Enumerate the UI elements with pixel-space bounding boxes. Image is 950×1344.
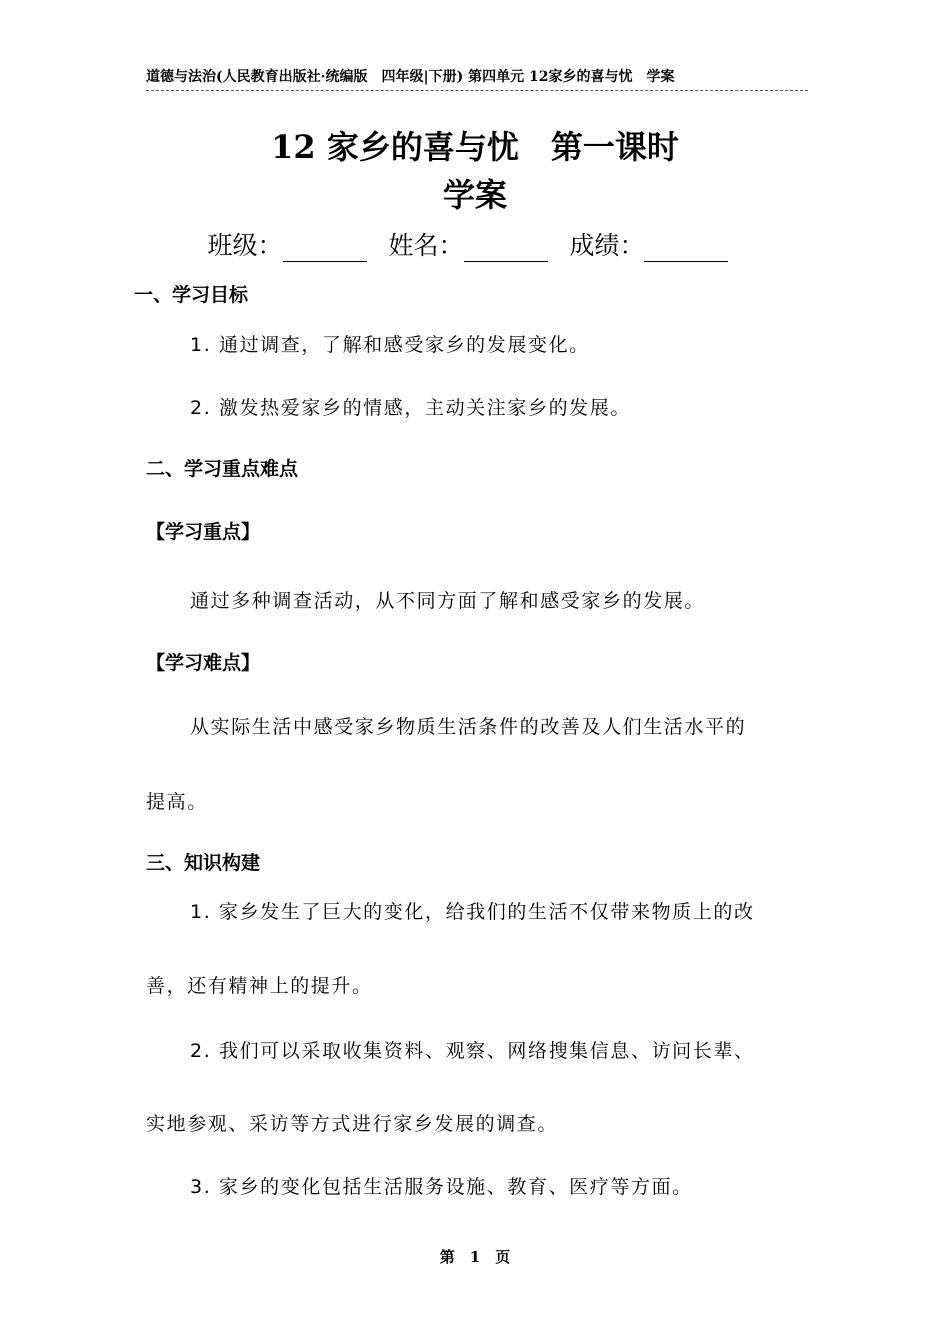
goal-item-2: 2. 激发热爱家乡的情感，主动关注家乡的发展。 <box>190 397 631 419</box>
section-heading-knowledge: 三、知识构建 <box>146 852 261 874</box>
knowledge-item-2-line2: 实地参观、采访等方式进行家乡发展的调查。 <box>146 1113 559 1135</box>
difficulty-text-line2: 提高。 <box>146 791 208 813</box>
page-title: 12 家乡的喜与忧 第一课时 <box>271 128 679 166</box>
class-label: 班级： <box>207 231 283 260</box>
page-number: 第 1 页 <box>439 1248 511 1266</box>
score-blank <box>644 235 728 262</box>
name-blank <box>464 235 548 262</box>
class-blank <box>283 235 367 262</box>
key-point-label: 【学习重点】 <box>146 521 261 543</box>
section-heading-key-points: 二、学习重点难点 <box>146 458 299 480</box>
goal-item-1: 1. 通过调查，了解和感受家乡的发展变化。 <box>190 334 590 356</box>
difficulty-label: 【学习难点】 <box>146 652 261 674</box>
key-point-text: 通过多种调查活动，从不同方面了解和感受家乡的发展。 <box>190 590 706 612</box>
page-subtitle: 学案 <box>442 176 507 214</box>
knowledge-item-2-line1: 2. 我们可以采取收集资料、观察、网络搜集信息、访问长辈、 <box>190 1040 755 1062</box>
knowledge-item-3: 3. 家乡的变化包括生活服务设施、教育、医疗等方面。 <box>190 1176 693 1198</box>
section-heading-goals: 一、学习目标 <box>134 284 249 306</box>
score-label: 成绩： <box>569 231 645 260</box>
difficulty-text-line1: 从实际生活中感受家乡物质生活条件的改善及人们生活水平的 <box>190 716 747 738</box>
name-label: 姓名： <box>388 231 464 260</box>
knowledge-item-1-line1: 1. 家乡发生了巨大的变化，给我们的生活不仅带来物质上的改 <box>190 901 755 923</box>
student-info-line <box>0 226 950 262</box>
knowledge-item-1-line2: 善，还有精神上的提升。 <box>146 975 373 997</box>
running-header: 道德与法治(人民教育出版社·统编版 四年级|下册) 第四单元 12家乡的喜与忧 学案 <box>146 66 808 91</box>
